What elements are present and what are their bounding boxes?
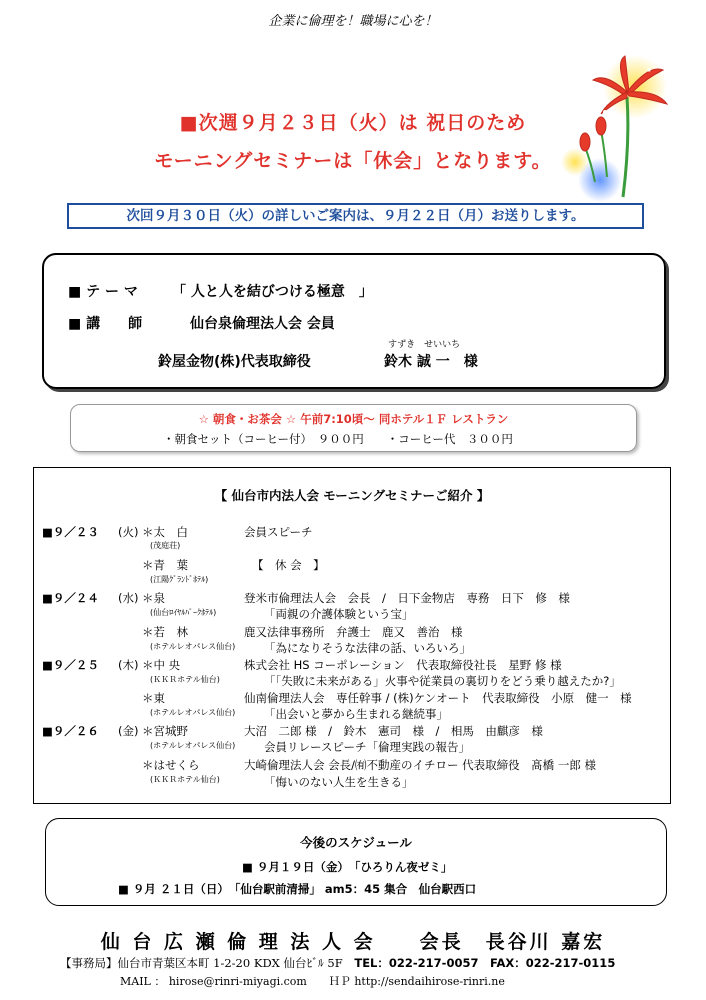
entry-desc: 株式会社 HS コーポレーション 代表取締役社長 星野 修 様: [244, 658, 562, 672]
footer-office-line: [60, 955, 615, 971]
entry-desc: 登米市倫理法人会 会長 / 日下金物店 専務 日下 修 様: [244, 591, 570, 605]
entry-desc: 【 休 会 】: [252, 558, 325, 572]
day-date: ■９／２６: [42, 724, 99, 738]
entry-desc: 大沼 二郎 様 / 鈴木 憲司 様 / 相馬 由麒彦 様: [244, 724, 543, 738]
flower-illustration-icon: [545, 52, 685, 202]
seminar-intro-box: [33, 467, 671, 804]
intro-title: 【 仙台市内法人会 モーニングセミナーご紹介 】: [214, 488, 490, 503]
schedule-item-2: ■ ９月 ２１日（日） 「仙台駅前清掃」 am5：45 集合 仙台駅西口: [118, 882, 477, 896]
schedule-title: 今後のスケジュール: [300, 835, 412, 850]
entry-name: ＊宮城野: [142, 724, 188, 738]
tel-fax: TEL：022-217-0057 FAX：022-217-0115: [354, 956, 616, 970]
entry-venue: (仙台ﾛｲﾔﾙﾊﾟｰｸﾎﾃﾙ): [150, 608, 217, 617]
entry-name: ＊泉: [142, 591, 165, 605]
entry-subtitle: 「為になりそうな法律の話、いろいろ」: [264, 641, 471, 655]
lecture-info-box: [42, 253, 666, 389]
entry-desc: 仙南倫理法人会 専任幹事 / (株)ケンオート 代表取締役 小原 健一 様: [244, 691, 632, 705]
day-dow: (火): [118, 525, 139, 539]
entry-subtitle: 「「失敗に未来がある」火事や従業員の裏切りをどう乗り越えたか?」: [264, 674, 621, 688]
entry-subtitle: 「悔いのない人生を生きる」: [264, 775, 414, 789]
breakfast-line-2: ・朝食セット（コーヒー付） ９００円 ・コーヒー代 ３００円: [163, 432, 513, 446]
theme-label: ■ テ ー マ: [68, 284, 138, 300]
entry-desc: 鹿又法律事務所 弁護士 鹿又 善治 様: [244, 625, 463, 639]
office-address: 【事務局】仙台市青葉区本町 1-2-20 KDX 仙台ﾋﾞﾙ 5F: [60, 956, 343, 970]
entry-venue: (茂庭荘): [150, 541, 181, 550]
entry-name: ＊太 白: [142, 525, 188, 539]
entry-name: ＊若 林: [142, 625, 188, 639]
entry-desc: 会員スピーチ: [244, 525, 313, 539]
entry-venue: (ＫＫＲホテル仙台): [150, 675, 220, 684]
entry-name: ＊青 葉: [142, 558, 188, 572]
lecturer-company: 鈴屋金物(株)代表取締役: [158, 354, 311, 370]
schedule-box: [45, 818, 667, 906]
breakfast-line-1: ☆ 朝食・お茶会 ☆ 午前7:10頃～ 同ホテル１Ｆ レストラン: [198, 412, 509, 426]
next-session-notice: 次回９月３０日（火）の詳しいご案内は、９月２２日（月）お送りします。: [67, 203, 644, 229]
entry-venue: (江陽ｸﾞﾗﾝﾄﾞﾎﾃﾙ): [150, 575, 209, 584]
entry-venue: (ホテルレオパレス仙台): [150, 642, 236, 651]
day-dow: (水): [118, 591, 139, 605]
lecturer-name-ruby: すずき せいいち: [388, 340, 461, 350]
entry-desc: 大崎倫理法人会 会長/㈲不動産のイチロー 代表取締役 髙橋 一郎 様: [244, 758, 596, 772]
notice-line-2: モーニングセミナーは「休会」となります。: [154, 150, 552, 172]
entry-name: ＊東: [142, 691, 165, 705]
footer-contact-line: MAIL ： hirose@rinri-miyagi.com ＨＰ http://sendaihirose-rinri.ne: [120, 975, 505, 988]
theme-value: 「 人と人を結びつける極意 」: [172, 284, 373, 300]
entry-subtitle: 会員リレースピーチ「倫理実践の報告」: [264, 740, 470, 754]
entry-name: ＊中 央: [142, 658, 181, 672]
entry-subtitle: 「出会いと夢から生まれる継続事」: [264, 707, 448, 721]
lecturer-name: 鈴木 誠 一 様: [384, 354, 478, 370]
day-date: ■９／２３: [42, 525, 99, 539]
day-date: ■９／２５: [42, 658, 99, 672]
lecturer-org: 仙台泉倫理法人会 会員: [190, 316, 335, 332]
organization-name: 仙 台 広 瀬 倫 理 法 人 会 会長 長谷川 嘉宏: [100, 931, 606, 953]
notice-line-1: ■次週９月２３日（火）は 祝日のため: [179, 112, 527, 134]
entry-venue: (ホテルレオパレス仙台): [150, 741, 236, 750]
entry-venue: (ＫＫＲホテル仙台): [150, 775, 220, 784]
entry-venue: (ホテルレオパレス仙台): [150, 708, 236, 717]
day-date: ■９／２４: [42, 591, 99, 605]
slogan: 企業に倫理を！職場に心を！: [268, 14, 438, 29]
lecturer-label: ■ 講 師: [68, 316, 143, 332]
entry-subtitle: 「両親の介護体験という宝」: [264, 607, 414, 621]
entry-name: ＊はせくら: [142, 758, 200, 772]
schedule-item-1: ■ ９月１９日（金） 「ひろりん夜ゼミ」: [242, 860, 453, 874]
day-dow: (木): [118, 658, 139, 672]
day-dow: (金): [118, 724, 139, 738]
breakfast-box: [70, 404, 637, 452]
